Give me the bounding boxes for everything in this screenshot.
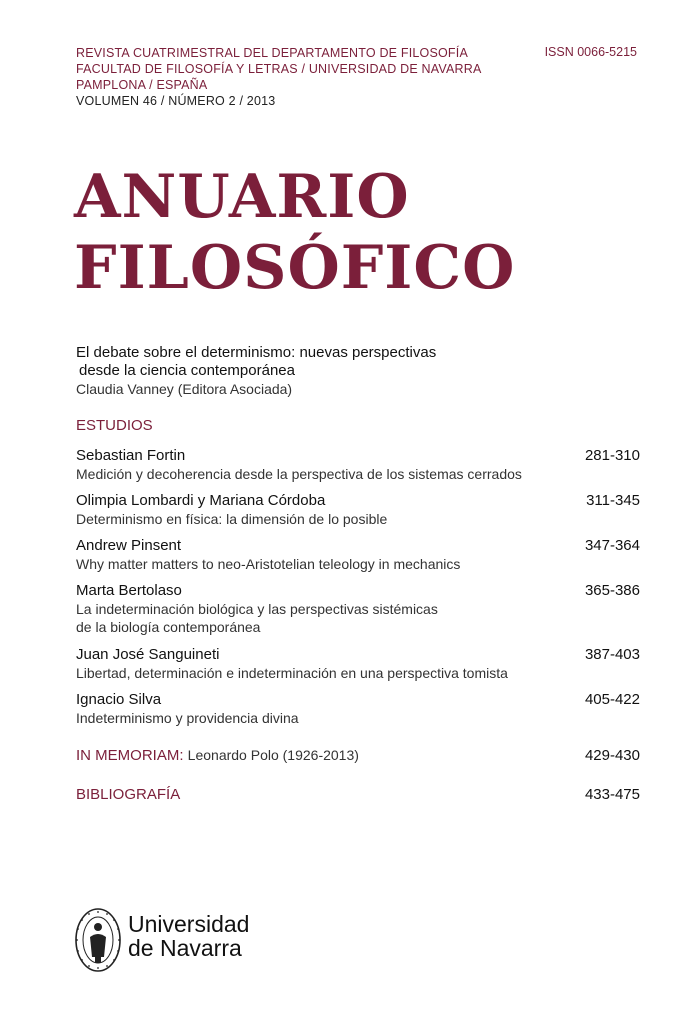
issue-theme — [76, 344, 596, 398]
entry-title: Indeterminismo y providencia divina — [76, 710, 299, 726]
entry-author: Marta Bertolaso — [76, 582, 182, 599]
header-line-1: REVISTA CUATRIMESTRAL DEL DEPARTAMENTO DE FILOSOFÍA — [76, 46, 468, 60]
journal-title-line-2: FILOSÓFICO — [74, 233, 516, 303]
toc-entry — [76, 646, 640, 682]
entry-title-continued: de la biología contemporánea — [76, 619, 261, 635]
entry-author: Juan José Sanguineti — [76, 646, 220, 663]
volume-line: VOLUMEN 46 / NÚMERO 2 / 2013 — [76, 94, 276, 108]
entry-author: Olimpia Lombardi y Mariana Córdoba — [76, 492, 326, 509]
university-seal-icon — [74, 907, 122, 978]
entry-author: Sebastian Fortin — [76, 447, 186, 464]
bibliografia-row — [76, 786, 640, 803]
theme-line-2: desde la ciencia contemporánea — [79, 362, 295, 379]
section-heading-estudios: ESTUDIOS — [76, 417, 153, 434]
toc-entry — [76, 691, 640, 727]
toc-entry — [76, 447, 640, 483]
entry-pages: 387-403 — [584, 646, 640, 663]
entry-pages: 365-386 — [584, 582, 640, 599]
entry-pages: 405-422 — [584, 691, 640, 708]
publisher-line-2: de Navarra — [128, 935, 242, 961]
memoriam-row — [76, 747, 640, 764]
entry-title: Libertad, determinación e indeterminación en una perspectiva tomista — [76, 665, 508, 681]
entry-pages: 281-310 — [584, 447, 640, 464]
entry-author: Ignacio Silva — [76, 691, 162, 708]
toc-entry — [76, 582, 640, 636]
journal-title-line-1: ANUARIO — [74, 162, 410, 232]
memoriam-label: IN MEMORIAM: — [76, 747, 184, 764]
toc-entry — [76, 492, 640, 528]
entry-title: La indeterminación biológica y las perspectivas sistémicas — [76, 601, 438, 617]
entry-author: Andrew Pinsent — [76, 537, 182, 554]
memoriam-pages: 429-430 — [584, 747, 640, 764]
header-line-3: PAMPLONA / ESPAÑA — [76, 78, 208, 92]
bibliografia-label: BIBLIOGRAFÍA — [76, 786, 181, 803]
journal-header — [76, 45, 482, 109]
header-line-2: FACULTAD DE FILOSOFÍA Y LETRAS / UNIVERSIDAD DE NAVARRA — [76, 62, 482, 76]
toc-entry — [76, 537, 640, 573]
theme-editor: Claudia Vanney (Editora Asociada) — [76, 381, 293, 397]
bibliografia-pages: 433-475 — [584, 786, 640, 803]
theme-line-1: El debate sobre el determinismo: nuevas perspectivas — [76, 344, 437, 361]
entry-pages: 311-345 — [586, 492, 640, 509]
entry-title: Why matter matters to neo-Aristotelian teleology in mechanics — [76, 556, 461, 572]
entry-pages: 347-364 — [584, 537, 640, 554]
entry-title: Determinismo en física: la dimensión de lo posible — [76, 511, 388, 527]
publisher-name — [128, 912, 249, 960]
issn: ISSN 0066-5215 — [544, 45, 637, 59]
memoriam-text: Leonardo Polo (1926-2013) — [187, 747, 359, 763]
entry-title: Medición y decoherencia desde la perspectiva de los sistemas cerrados — [76, 466, 522, 482]
publisher-line-1: Universidad — [128, 911, 250, 937]
